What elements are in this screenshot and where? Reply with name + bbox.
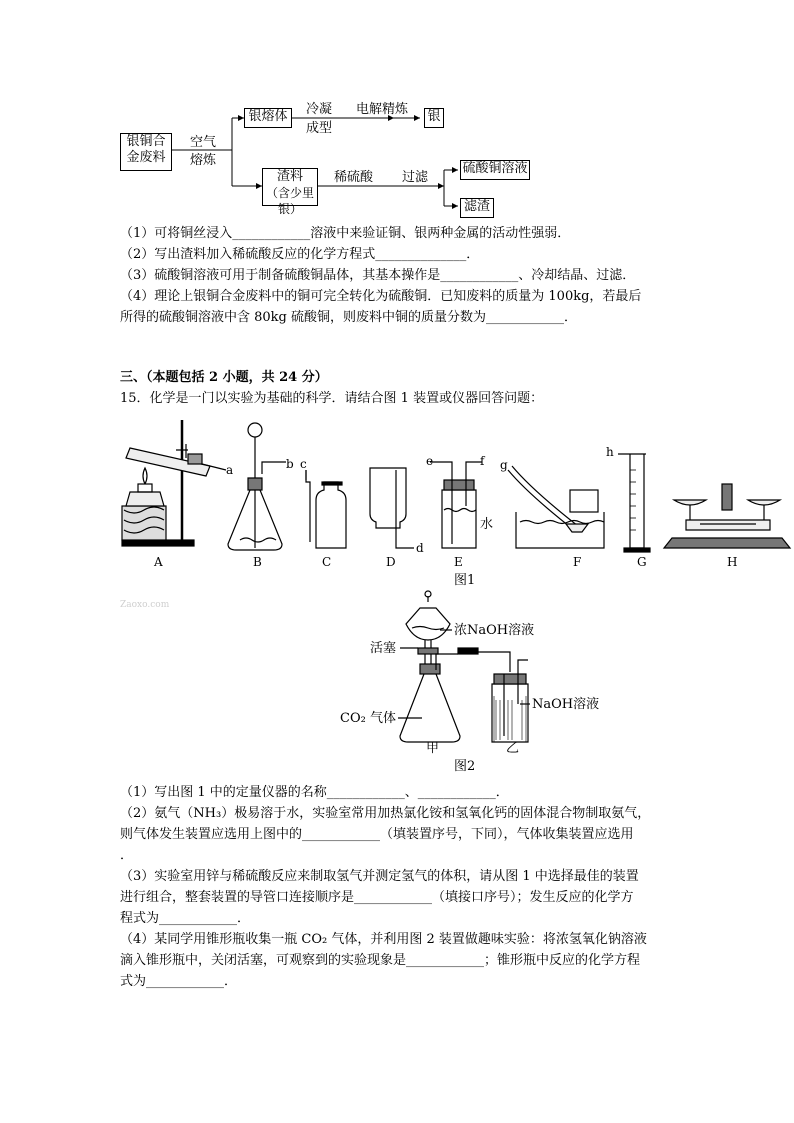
fig2-stopcock: 活塞	[370, 641, 397, 656]
fig2-caption: 图2	[454, 759, 476, 774]
q15-p4a: （4）某同学用锥形瓶收集一瓶 CO₂ 气体，并利用图 2 装置做趣味实验：将浓氢氧化钠溶液	[120, 932, 647, 947]
watermark: Zaoxo.com	[120, 600, 170, 610]
flow-step1-bot: 熔炼	[190, 153, 217, 168]
fig2-naoh-conc: 浓NaOH溶液	[454, 623, 535, 638]
q15-p4b: 滴入锥形瓶中，关闭活塞，可观察到的实验现象是____________；锥形瓶中反应的化学方程	[120, 953, 641, 968]
flow-residue: 滤渣	[463, 199, 490, 214]
fig1-label-c: C	[322, 555, 332, 569]
flow-slag-line2: （含少里银）	[265, 186, 314, 216]
flow-raw-line2: 金废料	[126, 150, 166, 165]
fig1-port-a: a	[226, 463, 234, 477]
q14-p2: （2）写出渣料加入稀硫酸反应的化学方程式______________．	[120, 247, 480, 262]
q15-p2a: （2）氨气（NH₃）极易溶于水，实验室常用加热氯化铵和氢氧化钙的固体混合物制取氨气，	[120, 806, 651, 821]
q15-p3a: （3）实验室用锌与稀硫酸反应来制取氢气并测定氢气的体积，请从图 1 中选择最佳的装置	[120, 869, 639, 884]
fig1-caption: 图1	[454, 573, 476, 588]
q15-p3b: 进行组合，整套装置的导管口连接顺序是____________（填接口序号）；发生反应的化学方	[120, 890, 634, 905]
fig1-water-label: 水	[480, 517, 494, 532]
flow-step1-top: 空气	[190, 135, 217, 150]
flow-silver: 银	[427, 109, 441, 124]
fig1-port-g: g	[500, 458, 508, 472]
fig1-label-e: E	[454, 555, 463, 569]
q15-p3c: 程式为____________．	[120, 911, 251, 926]
flow-cool-top: 冷凝	[306, 102, 333, 117]
fig1-port-f: f	[480, 454, 485, 468]
fig2-co2: CO₂ 气体	[340, 711, 396, 726]
q14-p4b: 所得的硫酸铜溶液中含 80kg 硫酸铜，则废料中铜的质量分数为____________．	[120, 310, 578, 325]
flow-solution: 硫酸铜溶液	[462, 161, 528, 176]
q15-p2b: 则气体发生装置应选用上图中的____________（填装置序号，下同），气体收集装置应选用	[120, 827, 634, 842]
fig2-yi: 乙	[506, 741, 520, 756]
fig1-port-c: c	[300, 457, 307, 471]
fig1-label-f: F	[573, 555, 582, 569]
q15-p1: （1）写出图 1 中的定量仪器的名称____________、____________．	[120, 785, 509, 800]
q14-p4a: （4）理论上银铜合金废料中的铜可完全转化为硫酸铜．已知废料的质量为 100kg，若最后	[120, 289, 642, 304]
flow-raw-line1: 银铜合	[126, 134, 166, 149]
q15-p4c: 式为____________．	[120, 974, 238, 989]
flow-melt: 银熔体	[248, 109, 288, 124]
q14-p1: （1）可将铜丝浸入____________溶液中来验证铜、银两种金属的活动性强弱．	[120, 226, 571, 241]
fig2-naoh: NaOH溶液	[532, 697, 600, 712]
flow-refine: 电解精炼	[356, 102, 409, 117]
fig1-port-d: d	[416, 541, 424, 555]
fig1-port-e: e	[426, 454, 434, 468]
q14-p3: （3）硫酸铜溶液可用于制备硫酸铜晶体，其基本操作是____________、冷却结晶、过滤．	[120, 268, 636, 283]
q15-p2c: ．	[120, 848, 134, 863]
flow-acid: 稀硫酸	[334, 170, 374, 185]
fig1-label-b: B	[253, 555, 262, 569]
fig1-label-a: A	[154, 555, 163, 569]
fig2-jia: 甲	[426, 741, 440, 756]
fig1-label-g: G	[637, 555, 647, 569]
fig1-label-d: D	[386, 555, 396, 569]
fig1-port-b: b	[286, 457, 294, 471]
flow-filter: 过滤	[402, 170, 429, 185]
flow-cool-bot: 成型	[306, 121, 333, 136]
fig1-port-h: h	[606, 445, 614, 459]
fig1-label-h: H	[727, 555, 738, 569]
q15-intro: 15．化学是一门以实验为基础的科学．请结合图 1 装置或仪器回答问题：	[120, 391, 544, 406]
flow-slag-line1: 渣料	[276, 169, 303, 184]
section-3-heading: 三、（本题包括 2 小题，共 24 分）	[120, 370, 328, 385]
